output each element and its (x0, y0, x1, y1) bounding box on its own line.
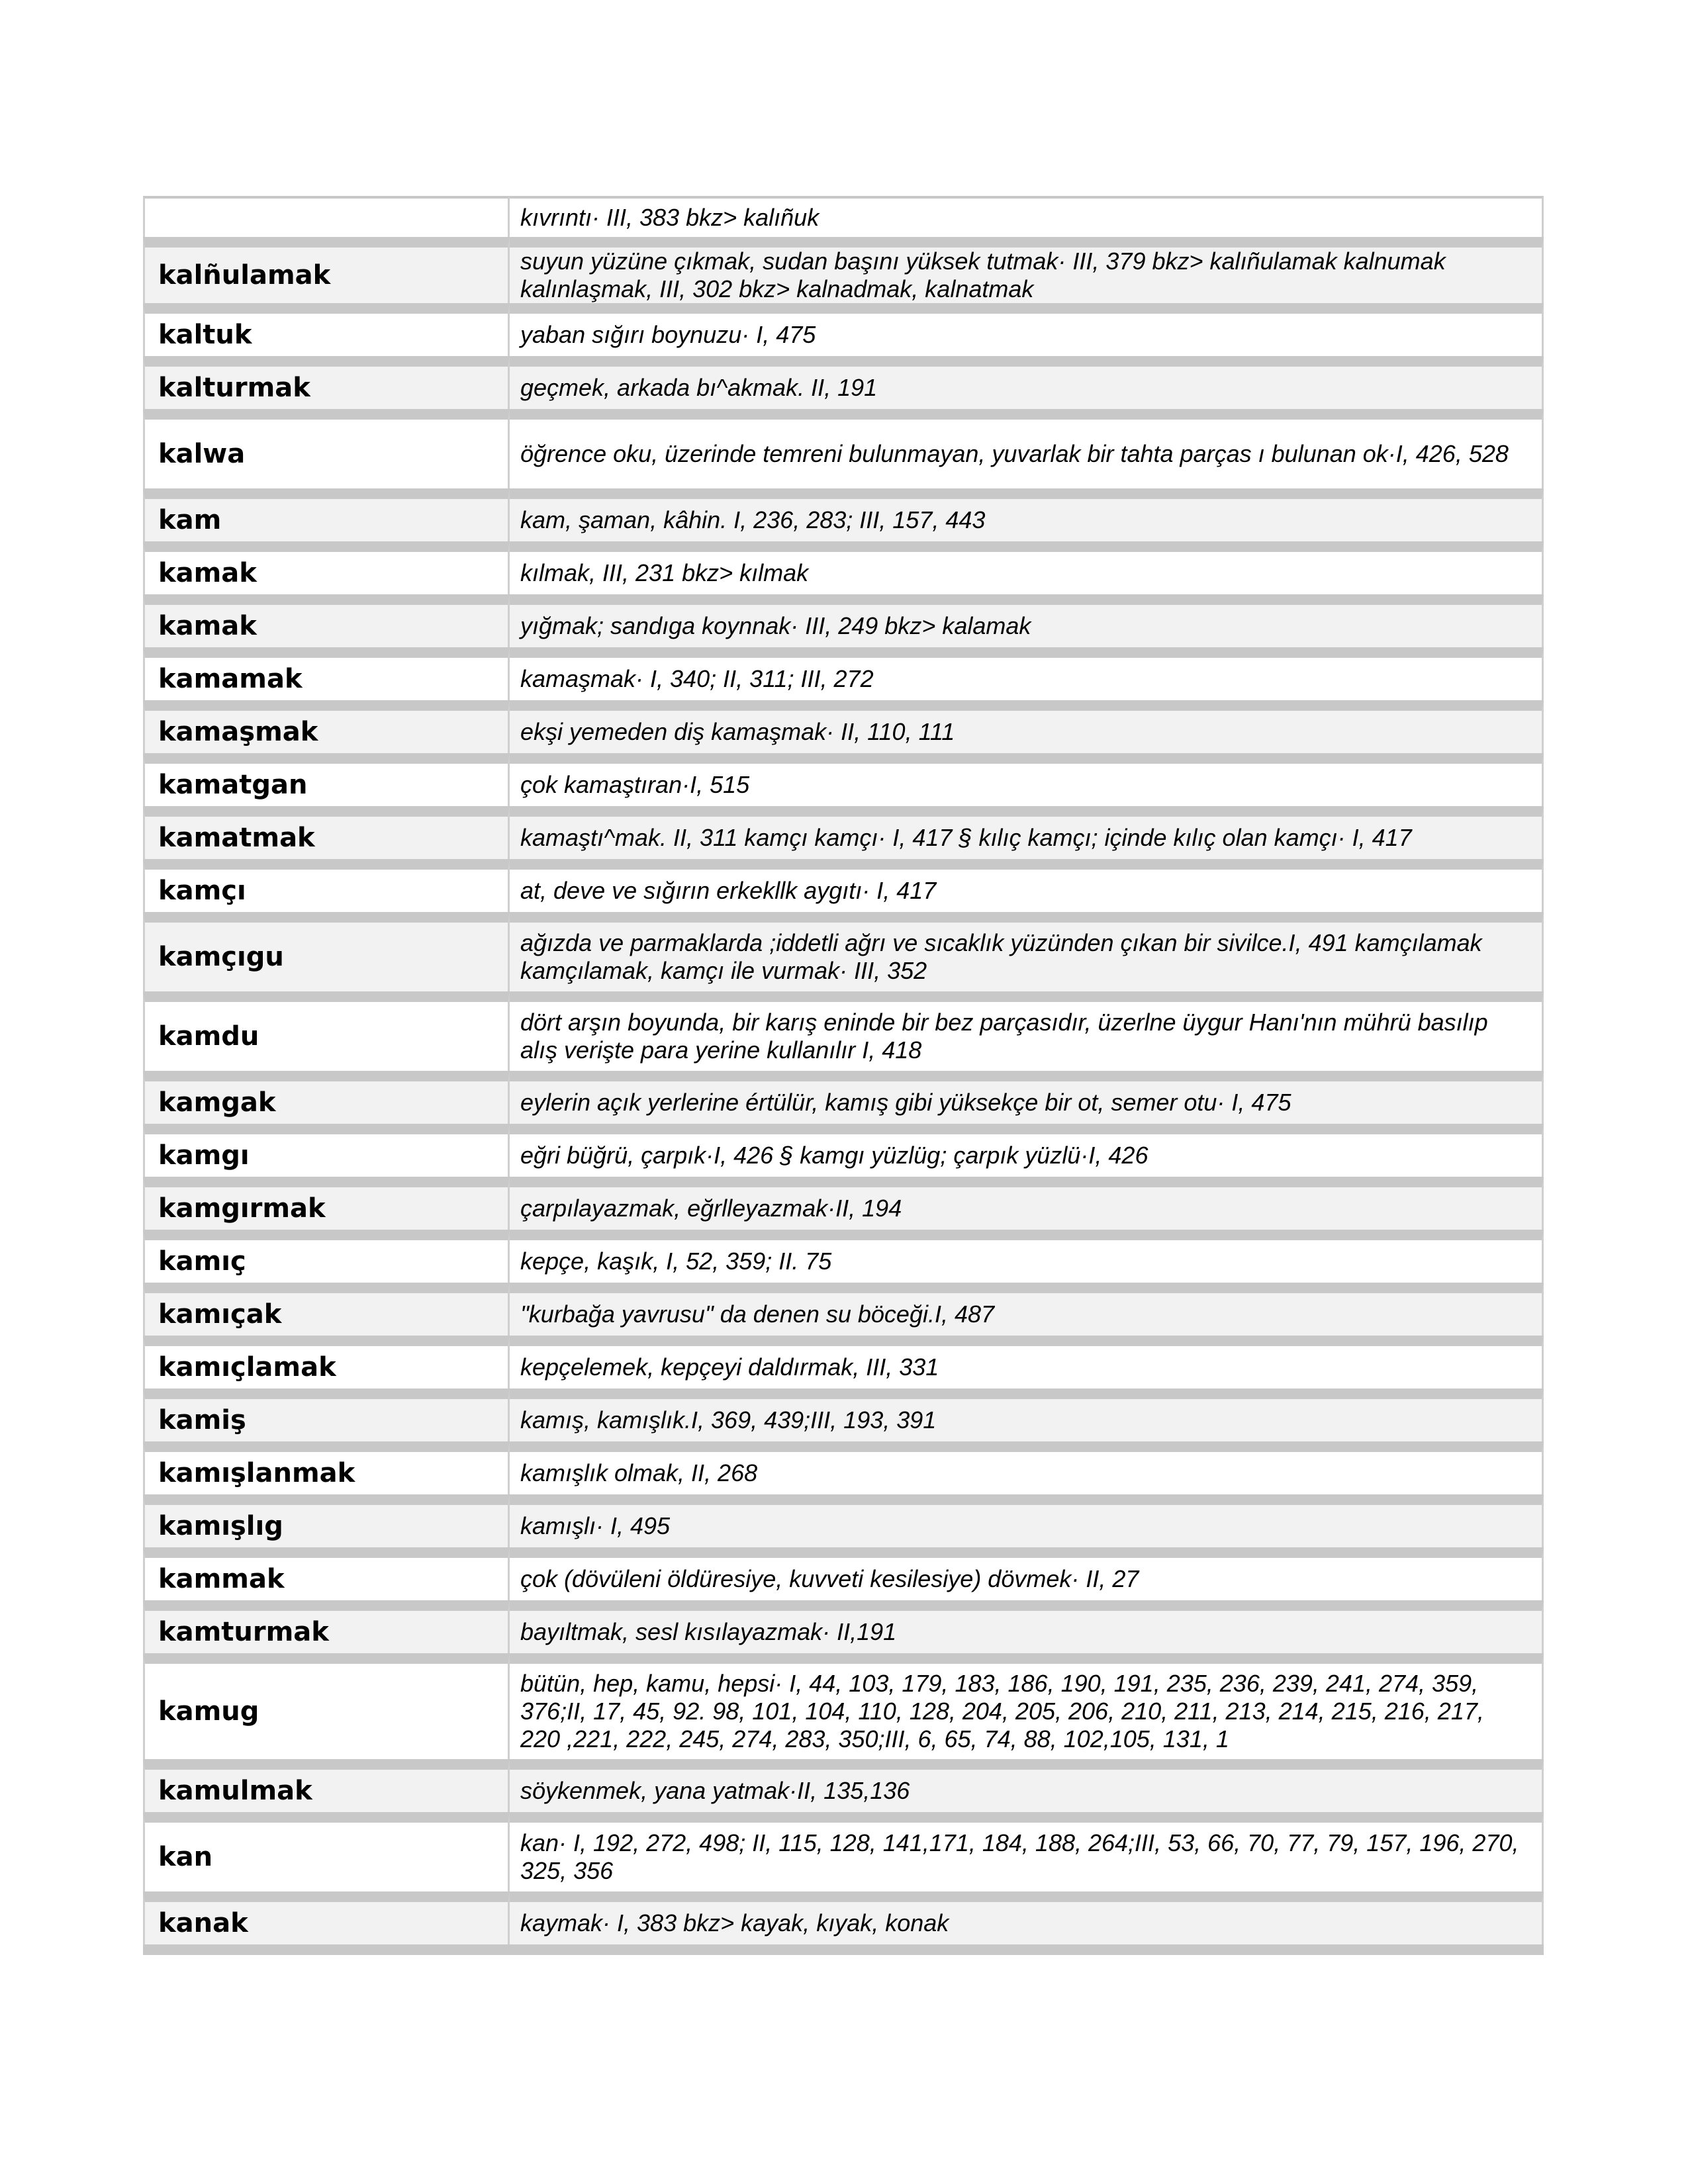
entry-word: kamulmak (143, 1759, 510, 1812)
entry-definition: söykenmek, yana yatmak·II, 135,136 (510, 1759, 1544, 1812)
entry-word: kamgak (143, 1071, 510, 1124)
entry-definition: at, deve ve sığırın erkekllk aygıtı· I, 417 (510, 859, 1544, 912)
dictionary-row (143, 1388, 1544, 1441)
entry-definition: yaban sığırı boynuzu· I, 475 (510, 303, 1544, 356)
entry-word: kamiş (143, 1388, 510, 1441)
entry-word: kamıç (143, 1230, 510, 1283)
entry-definition: kaymak· I, 383 bkz> kayak, kıyak, konak (510, 1891, 1544, 1944)
entry-definition: eğri büğrü, çarpık·I, 426 § kamgı yüzlüg; çarpık yüzlü·I, 426 (510, 1124, 1544, 1177)
dictionary-row (143, 1230, 1544, 1283)
entry-definition: eylerin açık yerlerine értülür, kamış gibi yüksekçe bir ot, semer otu· I, 475 (510, 1071, 1544, 1124)
dictionary-row (143, 1812, 1544, 1891)
dictionary-table (143, 196, 1544, 1955)
entry-word: kamgı (143, 1124, 510, 1177)
entry-definition: kam, şaman, kâhin. I, 236, 283; III, 157, 443 (510, 488, 1544, 541)
dictionary-row (143, 1336, 1544, 1388)
entry-definition: yığmak; sandıga koynnak· III, 249 bkz> kalamak (510, 594, 1544, 647)
entry-word: kamatgan (143, 753, 510, 806)
entry-definition: çok (dövüleni öldüresiye, kuvveti kesilesiye) dövmek· II, 27 (510, 1547, 1544, 1600)
dictionary-row (143, 488, 1544, 541)
dictionary-row (143, 991, 1544, 1071)
dictionary-row (143, 303, 1544, 356)
dictionary-row (143, 912, 1544, 991)
dictionary-row (143, 1441, 1544, 1494)
dictionary-body (143, 196, 1544, 1944)
entry-definition: ekşi yemeden diş kamaşmak· II, 110, 111 (510, 700, 1544, 753)
dictionary-row (143, 237, 1544, 303)
entry-word: kamak (143, 541, 510, 594)
entry-definition: kamış, kamışlık.I, 369, 439;III, 193, 391 (510, 1388, 1544, 1441)
entry-definition: kıvrıntı· III, 383 bkz> kalıñuk (510, 196, 1544, 237)
entry-definition: çarpılayazmak, eğrlleyazmak·II, 194 (510, 1177, 1544, 1230)
entry-definition: "kurbağa yavrusu" da denen su böceği.I, 487 (510, 1283, 1544, 1336)
entry-word: kamgırmak (143, 1177, 510, 1230)
entry-definition: ağızda ve parmaklarda ;iddetli ağrı ve sıcaklık yüzünden çıkan bir sivilce.I, 491 kamçılamak kamçılamak, kamçı ile vurmak· III, 352 (510, 912, 1544, 991)
entry-definition: dört arşın boyunda, bir karış eninde bir bez parçasıdır, üzerlne üygur Hanı'nın mührü basılıp alış verişte para yerine kullanılır I, 418 (510, 991, 1544, 1071)
entry-definition: suyun yüzüne çıkmak, sudan başını yüksek tutmak· III, 379 bkz> kalıñulamak kalnumak kalınlaşmak, III, 302 bkz> kalnadmak, kalnatmak (510, 237, 1544, 303)
entry-definition: kamışlık olmak, II, 268 (510, 1441, 1544, 1494)
entry-word: kamamak (143, 647, 510, 700)
entry-definition: öğrence oku, üzerinde temreni bulunmayan, yuvarlak bir tahta parças ı bulunan ok·I, 426, 528 (510, 409, 1544, 488)
dictionary-row (143, 1124, 1544, 1177)
entry-word: kam (143, 488, 510, 541)
dictionary-row (143, 753, 1544, 806)
entry-definition: kamaşmak· I, 340; II, 311; III, 272 (510, 647, 1544, 700)
entry-definition: kamaştı^mak. II, 311 kamçı kamçı· I, 417 § kılıç kamçı; içinde kılıç olan kamçı· I, 417 (510, 806, 1544, 859)
dictionary-row (143, 196, 1544, 237)
dictionary-row (143, 1600, 1544, 1653)
entry-word: kamak (143, 594, 510, 647)
entry-word: kamışlanmak (143, 1441, 510, 1494)
dictionary-row (143, 647, 1544, 700)
dictionary-row (143, 806, 1544, 859)
entry-word: kanak (143, 1891, 510, 1944)
entry-word: kan (143, 1812, 510, 1891)
entry-definition: kan· I, 192, 272, 498; II, 115, 128, 141,171, 184, 188, 264;III, 53, 66, 70, 77, 79, 157, 196, 270, 325, 356 (510, 1812, 1544, 1891)
entry-word: kamug (143, 1653, 510, 1759)
entry-word: kamışlıg (143, 1494, 510, 1547)
entry-definition: bütün, hep, kamu, hepsi· I, 44, 103, 179, 183, 186, 190, 191, 235, 236, 239, 241, 274, 359, 376;II, 17, 45, 92. 98, 101, 104, 110, 128, 204, 205, 206, 210, 211, 213, 214, 215, 216, 217, 220 ,221, 222, 245, 274, 283, 350;III, 6, 65, 74, 88, 102,105, 131, 1 (510, 1653, 1544, 1759)
entry-word: kaltuk (143, 303, 510, 356)
entry-definition: geçmek, arkada bı^akmak. II, 191 (510, 356, 1544, 409)
dictionary-row (143, 1494, 1544, 1547)
dictionary-row (143, 700, 1544, 753)
entry-word: kamçıgu (143, 912, 510, 991)
entry-definition: bayıltmak, sesl kısılayazmak· II,191 (510, 1600, 1544, 1653)
entry-word: kalturmak (143, 356, 510, 409)
dictionary-row (143, 1653, 1544, 1759)
entry-word: kamıçak (143, 1283, 510, 1336)
entry-definition: kamışlı· I, 495 (510, 1494, 1544, 1547)
entry-word: kamatmak (143, 806, 510, 859)
dictionary-row (143, 409, 1544, 488)
dictionary-row (143, 1177, 1544, 1230)
dictionary-row (143, 356, 1544, 409)
entry-definition: çok kamaştıran·I, 515 (510, 753, 1544, 806)
entry-word: kamturmak (143, 1600, 510, 1653)
dictionary-row (143, 541, 1544, 594)
entry-word: kamçı (143, 859, 510, 912)
entry-definition: kepçelemek, kepçeyi daldırmak, III, 331 (510, 1336, 1544, 1388)
dictionary-row (143, 594, 1544, 647)
entry-definition: kepçe, kaşık, I, 52, 359; II. 75 (510, 1230, 1544, 1283)
dictionary-row (143, 1759, 1544, 1812)
entry-word: kalñulamak (143, 237, 510, 303)
entry-word: kamdu (143, 991, 510, 1071)
dictionary-row (143, 1891, 1544, 1944)
dictionary-row (143, 1547, 1544, 1600)
entry-word: kalwa (143, 409, 510, 488)
entry-word: kamıçlamak (143, 1336, 510, 1388)
entry-word: kammak (143, 1547, 510, 1600)
entry-word (143, 196, 510, 237)
dictionary-row (143, 1071, 1544, 1124)
dictionary-row (143, 1283, 1544, 1336)
dictionary-row (143, 859, 1544, 912)
entry-word: kamaşmak (143, 700, 510, 753)
entry-definition: kılmak, III, 231 bkz> kılmak (510, 541, 1544, 594)
